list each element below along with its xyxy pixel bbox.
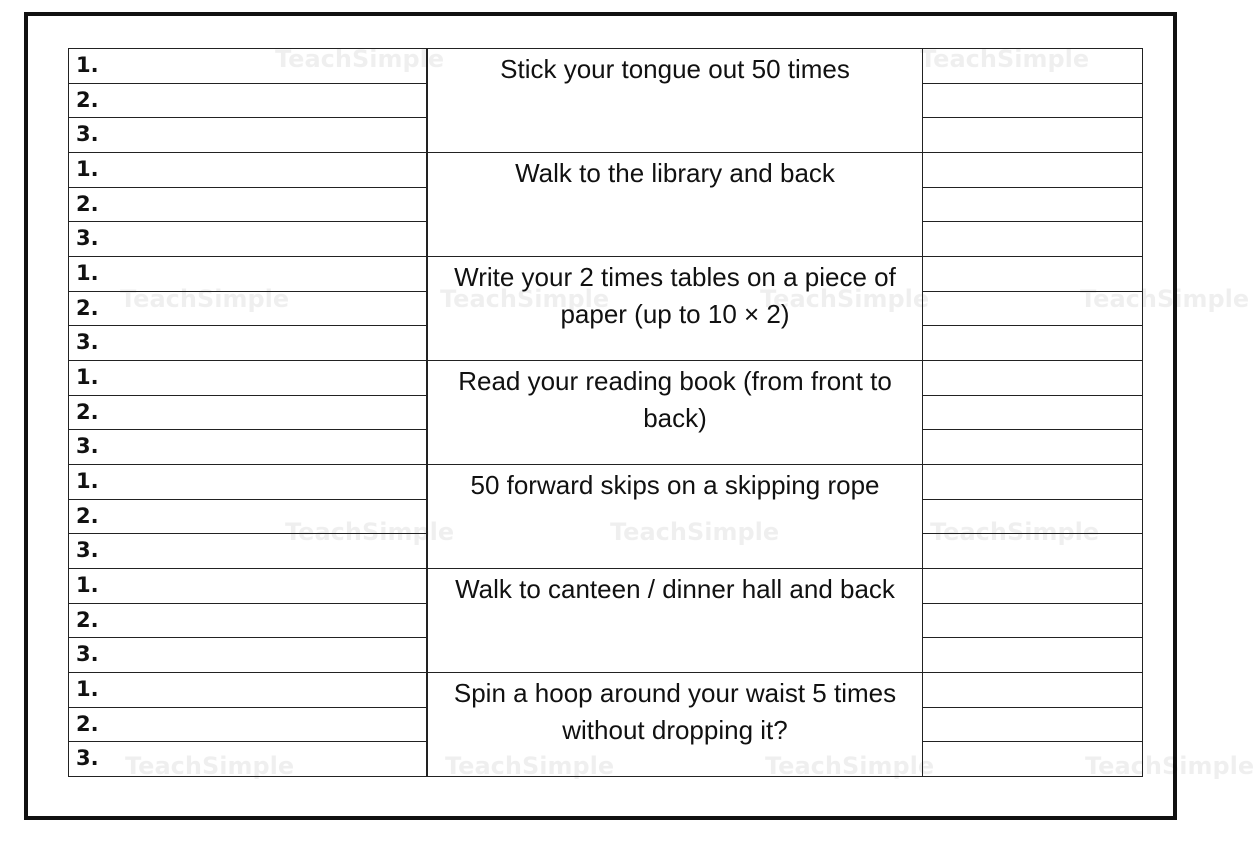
result-cell [922, 83, 1143, 119]
activity-text: Stick your tongue out 50 times [500, 54, 850, 84]
activity-cell [427, 152, 923, 257]
watermark-text: TeachSimple [120, 285, 290, 313]
result-cell [922, 291, 1143, 327]
result-cell [922, 117, 1143, 153]
attempt-cell: 2. [68, 291, 427, 327]
attempt-cell: 1. [68, 360, 427, 396]
attempt-cell: 1. [68, 256, 427, 292]
result-cell [922, 152, 1143, 188]
attempt-cell: 1. [68, 672, 427, 708]
attempt-cell: 1. [68, 152, 427, 188]
result-cell [922, 395, 1143, 431]
activity-text: Walk to canteen / dinner hall and back [455, 574, 895, 604]
attempt-cell: 2. [68, 187, 427, 223]
result-cell [922, 741, 1143, 777]
activity-text: Spin a hoop around your waist 5 times without dropping it? [453, 678, 897, 745]
attempt-cell: 3. [68, 533, 427, 569]
result-cell [922, 360, 1143, 396]
result-cell [922, 603, 1143, 639]
result-cell [922, 499, 1143, 535]
attempt-cell: 2. [68, 603, 427, 639]
watermark-text: TeachSimple [930, 518, 1100, 546]
result-cell [922, 325, 1143, 361]
watermark-text: TeachSimple [125, 752, 295, 780]
activity-cell [427, 464, 923, 569]
activity-cell [427, 360, 923, 465]
result-cell [922, 429, 1143, 465]
watermark-text: TeachSimple [760, 285, 930, 313]
attempt-cell: 3. [68, 325, 427, 361]
activity-cell [427, 48, 923, 153]
watermark-text: TeachSimple [440, 285, 610, 313]
attempt-cell: 3. [68, 221, 427, 257]
attempt-cell: 3. [68, 637, 427, 673]
result-cell [922, 221, 1143, 257]
watermark-text: TeachSimple [610, 518, 780, 546]
watermark-text: TeachSimple [285, 518, 455, 546]
result-cell [922, 256, 1143, 292]
result-cell [922, 707, 1143, 743]
watermark-text: TeachSimple [920, 45, 1090, 73]
attempt-cell: 2. [68, 83, 427, 119]
activity-text: 50 forward skips on a skipping rope [470, 470, 880, 500]
watermark-text: TeachSimple [275, 45, 445, 73]
result-cell [922, 48, 1143, 84]
attempt-cell: 3. [68, 429, 427, 465]
attempt-cell: 3. [68, 117, 427, 153]
activity-cell [427, 672, 923, 777]
watermark-text: TeachSimple [445, 752, 615, 780]
activity-text: Walk to the library and back [515, 158, 835, 188]
attempt-cell: 2. [68, 707, 427, 743]
attempt-cell: 2. [68, 395, 427, 431]
activity-cell [427, 256, 923, 361]
attempt-cell: 1. [68, 464, 427, 500]
result-cell [922, 568, 1143, 604]
activity-text: Read your reading book (from front to back) [458, 366, 892, 433]
result-cell [922, 672, 1143, 708]
result-cell [922, 637, 1143, 673]
attempt-cell: 1. [68, 568, 427, 604]
attempt-cell: 1. [68, 48, 427, 84]
activity-worksheet-table [68, 48, 1143, 772]
watermark-text: TeachSimple [1085, 752, 1254, 780]
activity-text: Write your 2 times tables on a piece of paper (up to 10 × 2) [454, 262, 896, 329]
result-cell [922, 187, 1143, 223]
watermark-text: TeachSimple [1080, 285, 1250, 313]
activity-cell [427, 568, 923, 673]
result-cell [922, 464, 1143, 500]
attempt-cell: 2. [68, 499, 427, 535]
result-cell [922, 533, 1143, 569]
watermark-text: TeachSimple [765, 752, 935, 780]
attempt-cell: 3. [68, 741, 427, 777]
